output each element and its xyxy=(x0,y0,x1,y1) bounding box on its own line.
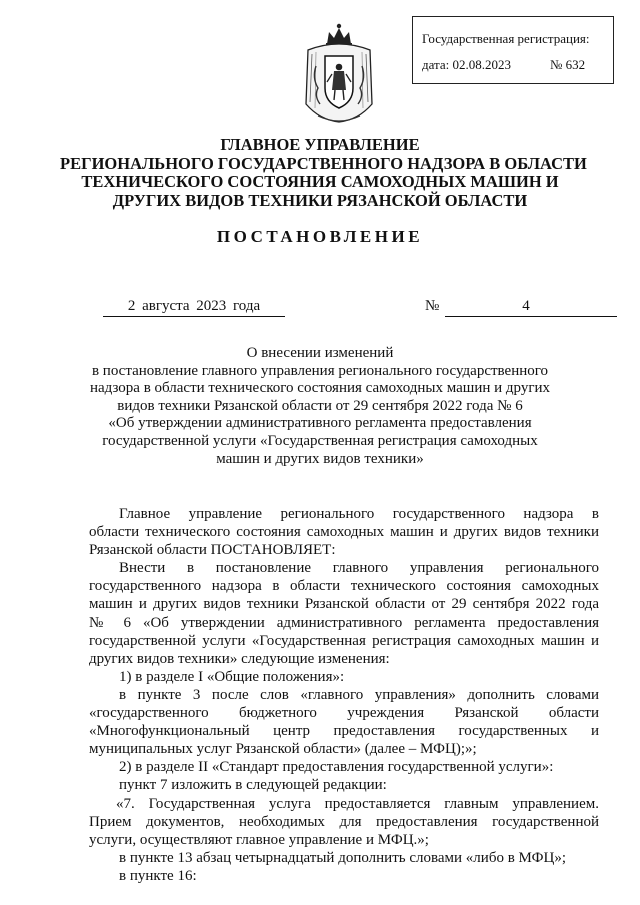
body-line: 2) в разделе II «Стандарт предоставления государственной услуги»: xyxy=(119,759,554,776)
subject-line: О внесении изменений xyxy=(246,345,394,361)
body-line: 1) в разделе I «Общие положения»: xyxy=(119,668,345,685)
body-line: в пункте 3 после слов «главного управления» дополнить словами xyxy=(119,686,599,703)
subject-line: в постановление главного управления регионального государственного xyxy=(91,362,549,379)
document-body xyxy=(89,505,599,885)
org-line: ТЕХНИЧЕСКОГО СОСТОЯНИЯ САМОХОДНЫХ МАШИН И xyxy=(81,172,559,191)
body-line: других видов техники» следующие изменения: xyxy=(89,650,390,667)
document-type: ПОСТАНОВЛЕНИЕ xyxy=(216,227,424,246)
body-line: машин и других видов техники Рязанской области от 29 сентября 2022 года xyxy=(89,596,599,613)
body-line: Внести в постановление главного управления регионального xyxy=(119,560,599,577)
organization-name xyxy=(60,135,587,210)
subject-line: государственной услуги «Государственная регистрация самоходных xyxy=(102,432,538,449)
document-subject xyxy=(60,345,580,468)
body-line: государственного надзора в области технического состояния самоходных xyxy=(89,578,599,595)
body-line: в пункте 13 абзац четырнадцатый дополнить словами «либо в МФЦ»; xyxy=(119,849,567,866)
registration-stamp xyxy=(412,16,614,84)
body-line: Рязанской области ПОСТАНОВЛЯЕТ: xyxy=(89,542,336,559)
document-number xyxy=(445,296,617,317)
body-line: «Многофункциональный центр предоставления государственных и xyxy=(89,723,599,740)
body-line: № 6 «Об утверждении административного регламента предоставления xyxy=(89,614,599,631)
body-line: области технического состояния самоходных машин и других видов техники xyxy=(89,524,599,541)
subject-line: видов техники Рязанской области от 29 сентября 2022 года № 6 xyxy=(117,397,523,414)
body-line: «государственного бюджетного учреждения Рязанской области xyxy=(89,705,599,722)
subject-line: надзора в области технического состояния самоходных машин и других xyxy=(89,380,551,397)
subject-line: машин и других видов техники» xyxy=(216,450,424,467)
ryazan-coat-of-arms-icon xyxy=(302,22,376,126)
registration-title: Государственная регистрация: xyxy=(422,31,590,46)
body-line: услуги, осуществляют главное управление и МФЦ.»; xyxy=(89,831,429,848)
org-line: ДРУГИХ ВИДОВ ТЕХНИКИ РЯЗАНСКОЙ ОБЛАСТИ xyxy=(112,190,528,210)
body-line: пункт 7 изложить в следующей редакции: xyxy=(119,777,387,794)
subject-line: «Об утверждении административного регламента предоставления xyxy=(108,415,532,432)
document-number-value: 4 xyxy=(522,298,530,314)
body-line: Прием документов, необходимых для предоставления государственной xyxy=(89,813,599,830)
org-line: ГЛАВНОЕ УПРАВЛЕНИЕ xyxy=(220,135,420,154)
body-line: в пункте 16: xyxy=(119,867,197,884)
org-line: РЕГИОНАЛЬНОГО ГОСУДАРСТВЕННОГО НАДЗОРА В ОБЛАСТИ xyxy=(60,153,587,173)
body-line: Главное управление регионального государственного надзора в xyxy=(119,506,599,522)
document-date: 2 августа 2023 года xyxy=(103,296,285,317)
body-line: «7. Государственная услуга предоставляется главным управлением. xyxy=(116,795,599,812)
body-line: муниципальных услуг Рязанской области» (далее – МФЦ);»; xyxy=(89,741,477,758)
registration-date: дата: 02.08.2023 xyxy=(422,57,512,72)
body-line: государственной услуги «Государственная регистрация самоходных машин и xyxy=(89,632,599,649)
number-sign: № xyxy=(425,298,440,314)
registration-number: № 632 xyxy=(550,57,586,72)
